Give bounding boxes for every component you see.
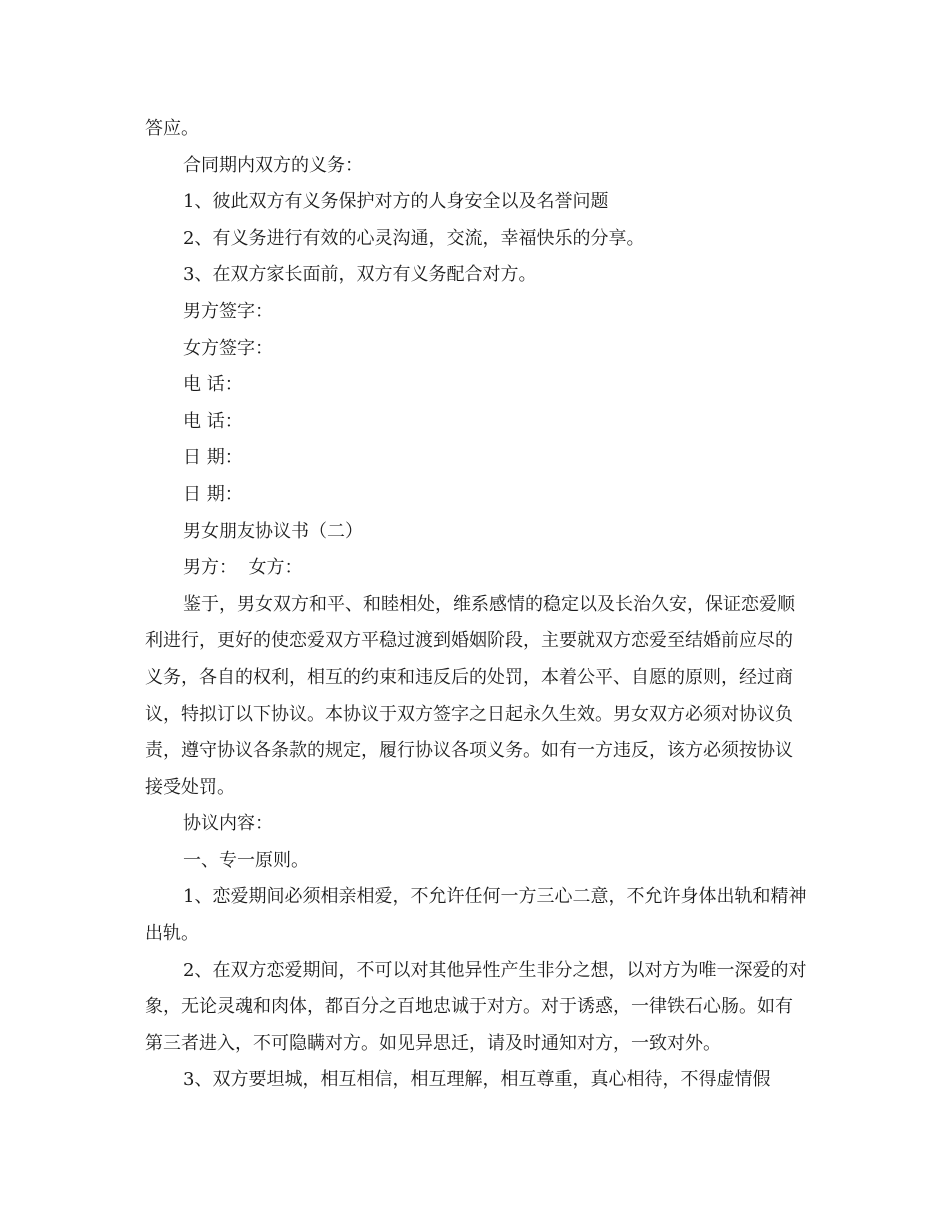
paragraph-preamble: 鉴于，男女双方和平、和睦相处，维系感情的稳定以及长治久安，保证恋爱顺利进行，更好的使恋爱双方平稳过渡到婚姻阶段，主要就双方恋爱至结婚前应尽的义务，各自的权利，相互的约束和违反后的处罚，本着公平、自愿的原则，经过商议，特拟订以下协议。本协议于双方签字之日起永久生效。男女双方必须对协议负责，遵守协议各条款的规定，履行协议各项义务。如有一方违反，该方必须按协议接受处罚。 <box>145 593 795 798</box>
paragraph-phone-2: 电 话： <box>183 410 243 432</box>
paragraph-phone-1: 电 话： <box>183 374 243 396</box>
paragraph-obligation-3: 3、在双方家长面前，双方有义务配合对方。 <box>183 264 537 286</box>
paragraph-section-title: 男女朋友协议书（二） <box>183 520 363 542</box>
paragraph-date-2: 日 期： <box>183 483 243 505</box>
document-body <box>145 111 810 1099</box>
paragraph-principle-1: 1、恋爱期间必须相亲相爱，不允许任何一方三心二意，不允许身体出轨和精神出轨。 <box>145 886 807 945</box>
paragraph-parties: 男方： 女方： <box>183 557 303 579</box>
paragraph-principle-2: 2、在双方恋爱期间，不可以对其他异性产生非分之想，以对方为唯一深爱的对象，无论灵魂和肉体，都百分之百地忠诚于对方。对于诱惑，一律铁石心肠。如有第三者进入，不可隐瞒对方。如见异思迁，请及时通知对方，一致对外。 <box>145 959 807 1054</box>
paragraph-obligations-heading: 合同期内双方的义务： <box>183 154 363 176</box>
paragraph-obligation-1: 1、彼此双方有义务保护对方的人身安全以及名誉问题 <box>183 191 609 213</box>
paragraph-principle-heading: 一、专一原则。 <box>183 849 309 871</box>
paragraph-content-heading: 协议内容： <box>183 813 273 835</box>
paragraph-obligation-2: 2、有义务进行有效的心灵沟通，交流，幸福快乐的分享。 <box>183 227 645 249</box>
paragraph-principle-3: 3、双方要坦城，相互相信，相互理解，相互尊重，真心相待，不得虚情假 <box>183 1069 771 1091</box>
paragraph-continuation: 答应。 <box>145 118 199 139</box>
paragraph-date-1: 日 期： <box>183 447 243 469</box>
paragraph-female-signature: 女方签字： <box>183 337 273 359</box>
paragraph-male-signature: 男方签字： <box>183 300 273 322</box>
